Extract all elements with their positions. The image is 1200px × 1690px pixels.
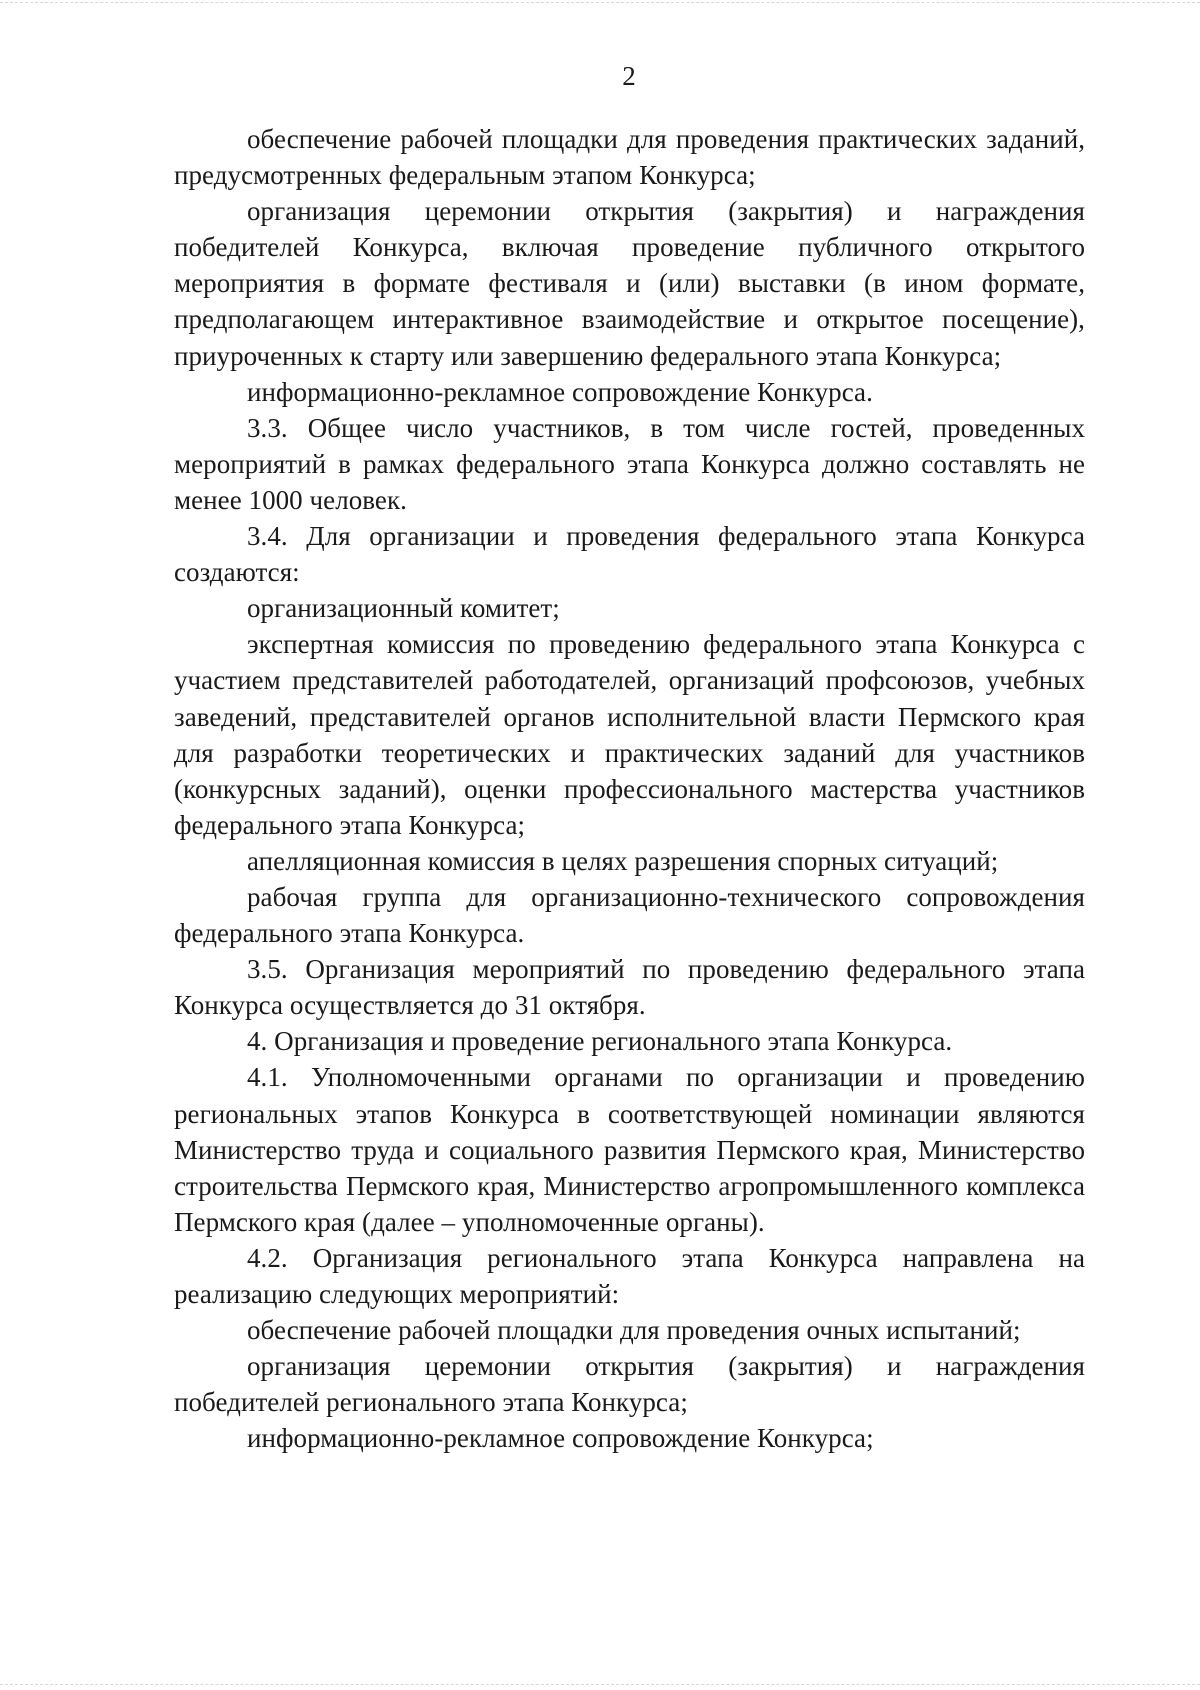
scan-edge-top <box>0 2 1200 3</box>
paragraph: 3.3. Общее число участников, в том числе гостей, проведенных мероприятий в рамках федерального этапа Конкурса должно составлять не менее 1000 человек. <box>174 412 1085 515</box>
paragraph: 4.2. Организация регионального этапа Конкурса направлена на реализацию следующих мероприятий: <box>174 1242 1085 1309</box>
paragraph: информационно-рекламное сопровождение Конкурса. <box>247 376 873 407</box>
paragraph: обеспечение рабочей площадки для проведения практических заданий, предусмотренных федеральным этапом Конкурса; <box>174 124 1085 191</box>
paragraph: информационно-рекламное сопровождение Конкурса; <box>247 1423 874 1454</box>
paragraph: рабочая группа для организационно-технического сопровождения федерального этапа Конкурса. <box>174 881 1085 949</box>
paragraph: организация церемонии открытия (закрытия) и награждения победителей регионального этапа Конкурса; <box>174 1351 1085 1418</box>
paragraph: 3.4. Для организации и проведения федерального этапа Конкурса создаются: <box>174 521 1085 588</box>
scan-edge-bottom <box>0 1684 1200 1685</box>
paragraph: 3.5. Организация мероприятий по проведению федерального этапа Конкурса осуществляется до 31 октября. <box>174 954 1085 1021</box>
document-body <box>174 121 1085 1456</box>
page-number: 2 <box>622 61 636 91</box>
paragraph: 4. Организация и проведение регионального этапа Конкурса. <box>247 1026 953 1057</box>
paragraph: экспертная комиссия по проведению федерального этапа Конкурса с участием представителей работодателей, организаций профсоюзов, учебных заведений, представителей органов исполнительной власти Пермского края для разработки теоретических и практических заданий для участников (конкурсных заданий), оценки профессионального мастерства участников федерального этапа Конкурса; <box>174 629 1085 840</box>
paragraph: обеспечение рабочей площадки для проведения очных испытаний; <box>247 1315 1021 1346</box>
paragraph: апелляционная комиссия в целях разрешения спорных ситуаций; <box>247 845 999 876</box>
paragraph: организация церемонии открытия (закрытия) и награждения победителей Конкурса, включая проведение публичного открытого мероприятия в формате фестиваля и (или) выставки (в ином формате, предполагающем интерактивное взаимодействие и открытое посещение), приуроченных к старту или завершению федерального этапа Конкурса; <box>174 196 1085 371</box>
paragraph: 4.1. Уполномоченными органами по организации и проведению региональных этапов Конкурса в соответствующей номинации являются Министерство труда и социального развития Пермского края, Министерство строительства Пермского края, Министерство агропромышленного комплекса Пермского края (далее – уполномоченные органы). <box>174 1062 1085 1237</box>
paragraph: организационный комитет; <box>247 593 560 624</box>
